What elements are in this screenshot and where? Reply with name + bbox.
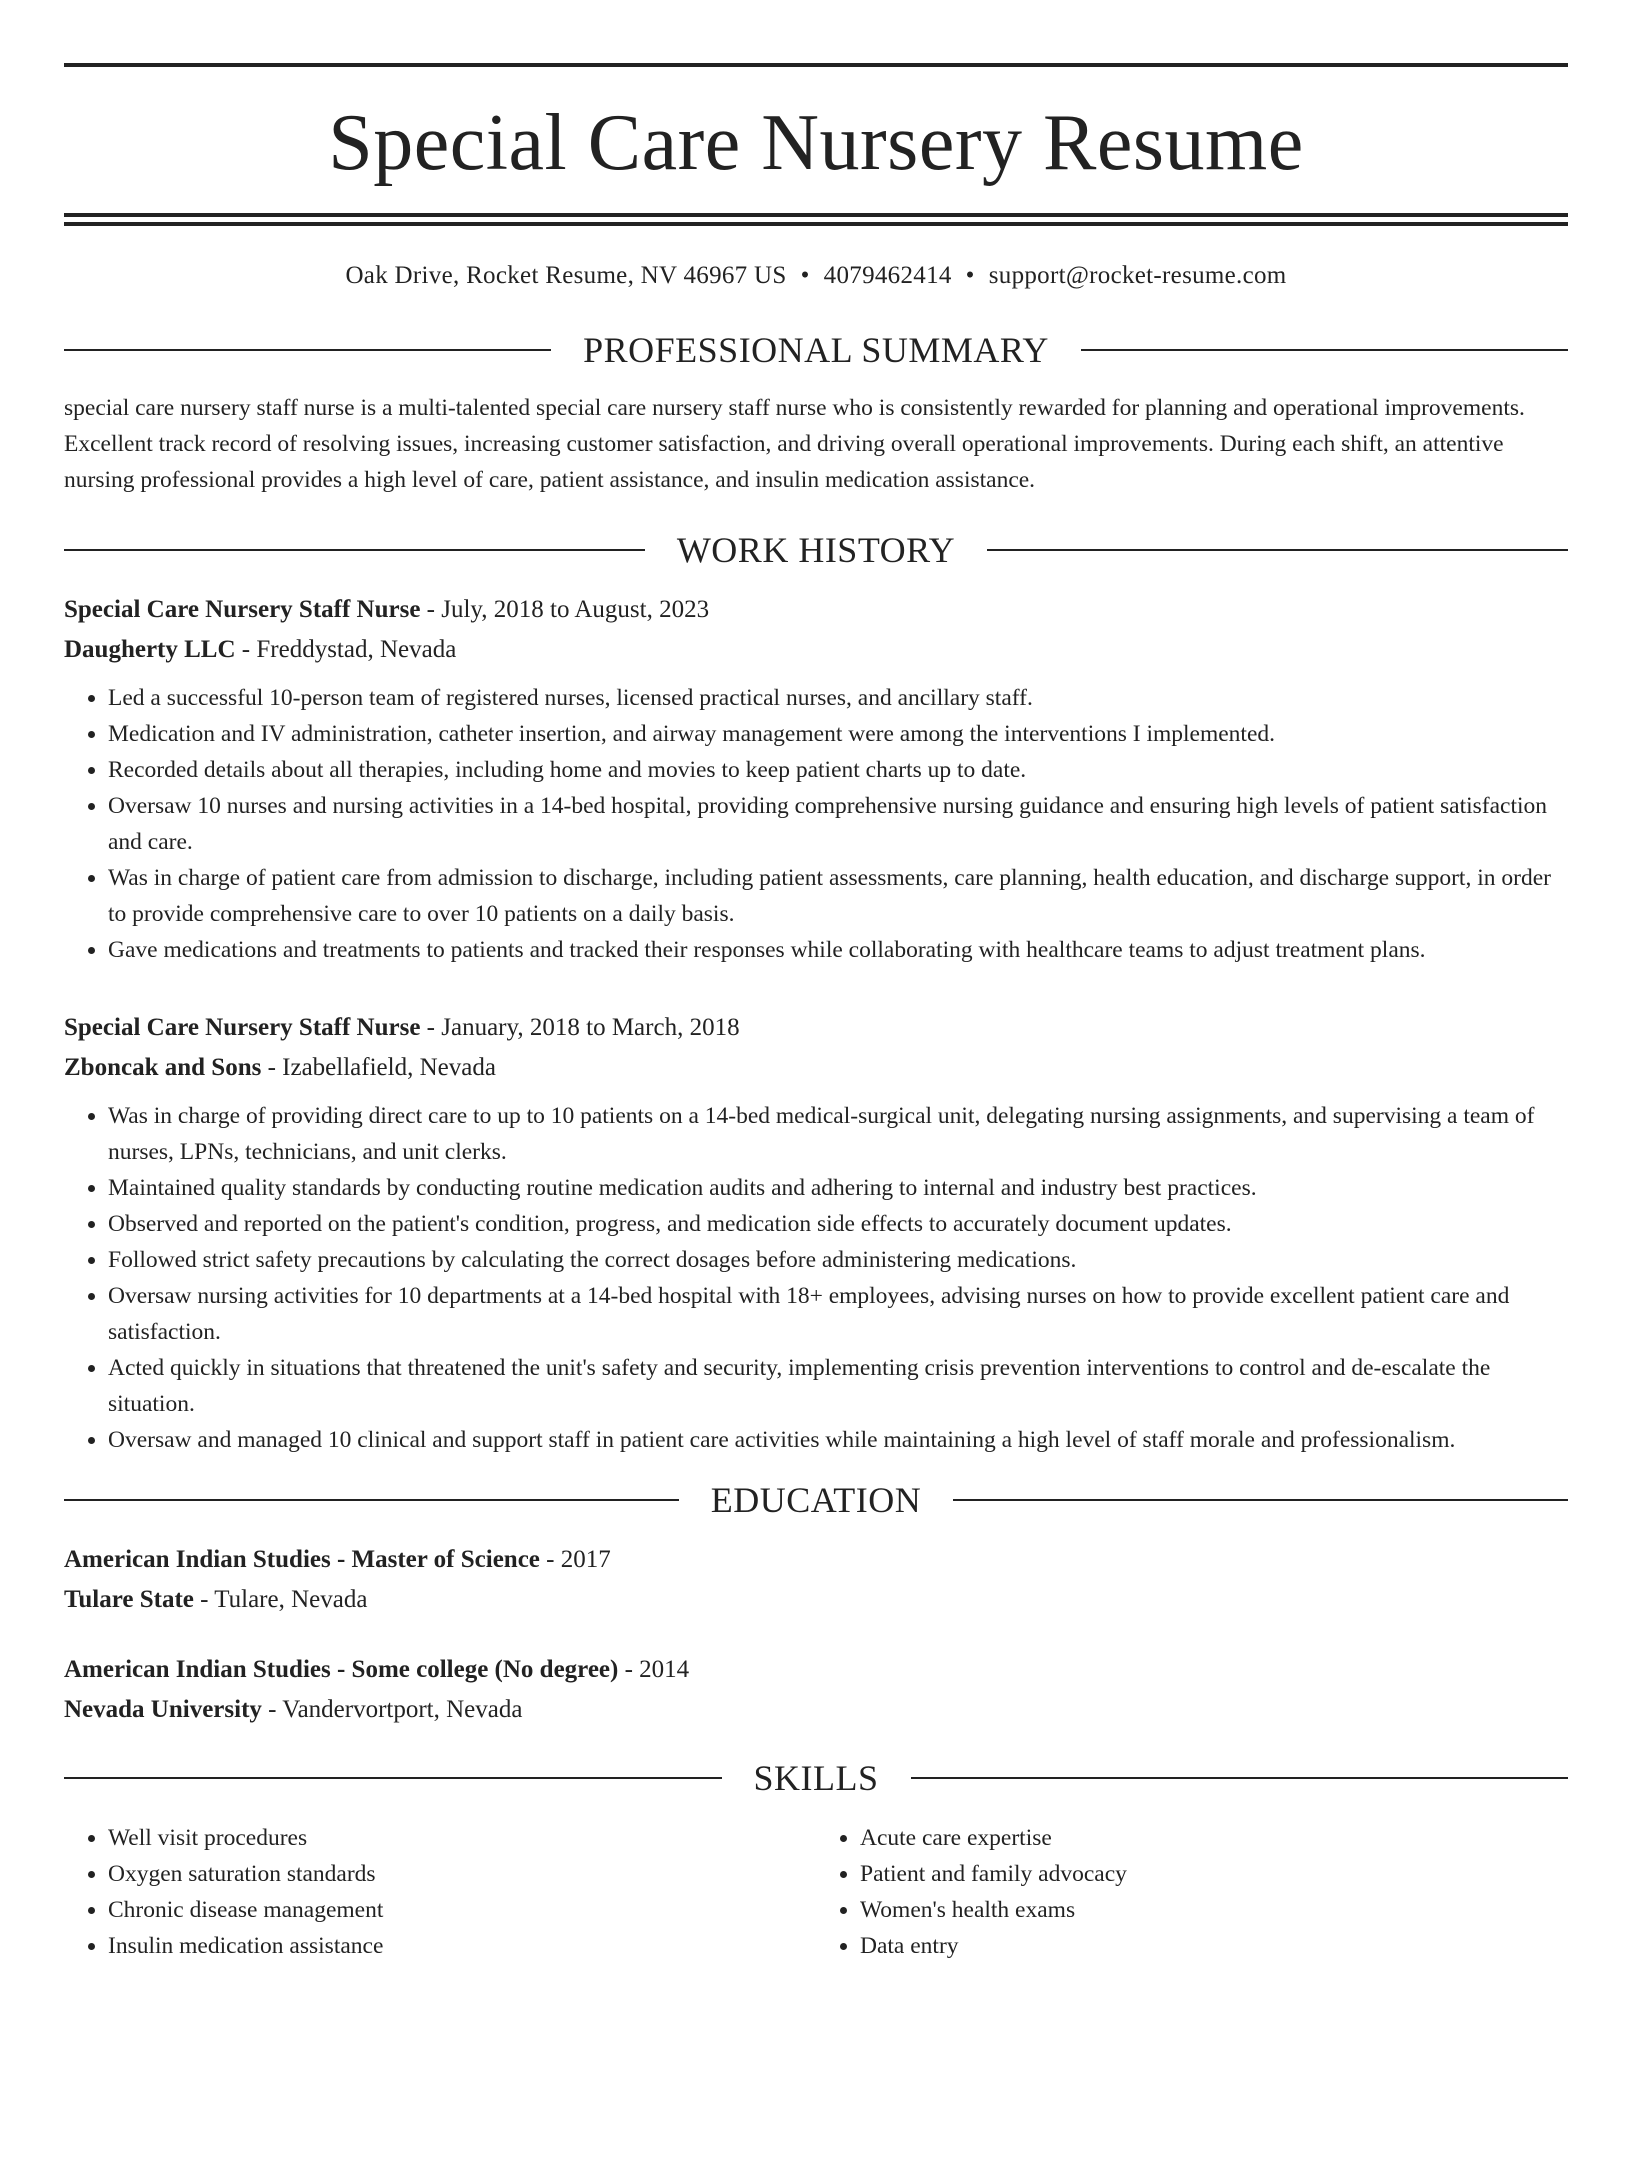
job-bullet: • Oversaw and managed 10 clinical and support staff in patient care activities while maintaining a high level of staff morale and professionalism. [108, 1422, 1568, 1458]
section-heading-skills [64, 1760, 1568, 1796]
job-title: Special Care Nursery Staff Nurse [64, 1014, 421, 1041]
education-entry [64, 1650, 1568, 1730]
skill-item: • Well visit procedures [108, 1820, 816, 1856]
skills-list-right [816, 1820, 1568, 1964]
company-location: - Izabellafield, Nevada [261, 1054, 496, 1081]
school-line [64, 1580, 1568, 1620]
job-dates: - July, 2018 to August, 2023 [420, 596, 710, 623]
heading-rule-right [953, 1499, 1568, 1501]
contact-email[interactable]: support@rocket-resume.com [988, 262, 1287, 289]
degree-line [64, 1540, 1568, 1580]
skill-item: • Data entry [860, 1928, 1568, 1964]
resume-page [0, 63, 1632, 1964]
section-heading-summary [64, 332, 1568, 368]
job-bullet: • Medication and IV administration, catheter insertion, and airway management were among the interventions I implemented. [108, 716, 1568, 752]
heading-rule-left [64, 1777, 722, 1779]
contact-separator: • [965, 262, 975, 289]
company-name: Daugherty LLC [64, 636, 236, 663]
company-line [64, 1048, 1568, 1088]
section-heading-work [64, 532, 1568, 568]
job-bullet: • Was in charge of providing direct care to up to 10 patients on a 14-bed medical-surgical unit, delegating nursing assignments, and supervising a team of nurses, LPNs, technicians, and unit clerks. [108, 1098, 1568, 1170]
heading-rule-left [64, 549, 645, 551]
heading-rule-right [987, 549, 1568, 551]
skill-item: • Insulin medication assistance [108, 1928, 816, 1964]
job-dates: - January, 2018 to March, 2018 [420, 1014, 740, 1041]
heading-rule-right [1081, 349, 1568, 351]
degree-year: - 2014 [618, 1656, 690, 1683]
section-title: WORK HISTORY [676, 530, 956, 570]
top-rule [64, 63, 1568, 67]
job-bullets [64, 680, 1568, 968]
company-name: Zboncak and Sons [64, 1054, 262, 1081]
contact-separator: • [800, 262, 810, 289]
section-title: PROFESSIONAL SUMMARY [583, 330, 1049, 370]
contact-line [64, 262, 1568, 290]
job-entry [64, 1008, 1568, 1458]
school-location: - Tulare, Nevada [193, 1586, 368, 1613]
degree-line [64, 1650, 1568, 1690]
skill-item: • Women's health exams [860, 1892, 1568, 1928]
job-title-line [64, 1008, 1568, 1048]
school-name: Nevada University [64, 1696, 262, 1723]
heading-rule-left [64, 1499, 679, 1501]
degree-year: - 2017 [539, 1546, 611, 1573]
company-location: - Freddystad, Nevada [235, 636, 457, 663]
contact-phone: 4079462414 [823, 262, 952, 289]
work-history-list [64, 590, 1568, 1458]
school-location: - Vandervortport, Nevada [261, 1696, 523, 1723]
job-bullet: • Maintained quality standards by conducting routine medication audits and adhering to internal and industry best practices. [108, 1170, 1568, 1206]
school-line [64, 1690, 1568, 1730]
job-bullet: • Acted quickly in situations that threatened the unit's safety and security, implementing crisis prevention interventions to control and de-escalate the situation. [108, 1350, 1568, 1422]
heading-rule-right [911, 1777, 1569, 1779]
job-bullet: • Oversaw nursing activities for 10 departments at a 14-bed hospital with 18+ employees, advising nurses on how to provide excellent patient care and satisfaction. [108, 1278, 1568, 1350]
skills-list-left [64, 1820, 816, 1964]
job-entry [64, 590, 1568, 968]
job-title: Special Care Nursery Staff Nurse [64, 596, 421, 623]
skill-item: • Oxygen saturation standards [108, 1856, 816, 1892]
skill-item: • Patient and family advocacy [860, 1856, 1568, 1892]
resume-title: Special Care Nursery Resume [328, 99, 1304, 187]
job-bullet: • Recorded details about all therapies, including home and movies to keep patient charts up to date. [108, 752, 1568, 788]
skill-item: • Acute care expertise [860, 1820, 1568, 1856]
job-bullet: • Was in charge of patient care from admission to discharge, including patient assessments, care planning, health education, and discharge support, in order to provide comprehensive care to over 10 patients on a daily basis. [108, 860, 1568, 932]
company-line [64, 630, 1568, 670]
degree-name: American Indian Studies - Some college (No degree) [64, 1656, 619, 1683]
contact-address: Oak Drive, Rocket Resume, NV 46967 US [345, 262, 787, 289]
section-title: EDUCATION [710, 1480, 922, 1520]
job-bullet: • Followed strict safety precautions by calculating the correct dosages before administering medications. [108, 1242, 1568, 1278]
job-title-line [64, 590, 1568, 630]
school-name: Tulare State [64, 1586, 194, 1613]
title-double-rule [64, 213, 1568, 226]
education-entry [64, 1540, 1568, 1620]
heading-rule-left [64, 349, 551, 351]
job-bullet: • Oversaw 10 nurses and nursing activities in a 14-bed hospital, providing comprehensive nursing guidance and ensuring high levels of patient satisfaction and care. [108, 788, 1568, 860]
degree-name: American Indian Studies - Master of Science [64, 1546, 540, 1573]
skills-columns [64, 1820, 1568, 1964]
job-bullet: • Gave medications and treatments to patients and tracked their responses while collaborating with healthcare teams to adjust treatment plans. [108, 932, 1568, 968]
skill-item: • Chronic disease management [108, 1892, 816, 1928]
section-heading-education [64, 1482, 1568, 1518]
job-bullets [64, 1098, 1568, 1458]
job-bullet: • Led a successful 10-person team of registered nurses, licensed practical nurses, and ancillary staff. [108, 680, 1568, 716]
section-title: SKILLS [753, 1758, 879, 1798]
summary-text: special care nursery staff nurse is a multi-talented special care nursery staff nurse who is consistently rewarded for planning and operational improvements. Excellent track record of resolving issues, increasing customer satisfaction, and driving overall operational improvements. During each shift, an attentive nursing professional provides a high level of care, patient assistance, and insulin medication assistance. [64, 395, 1525, 493]
education-list [64, 1540, 1568, 1730]
job-bullet: • Observed and reported on the patient's condition, progress, and medication side effects to accurately document updates. [108, 1206, 1568, 1242]
